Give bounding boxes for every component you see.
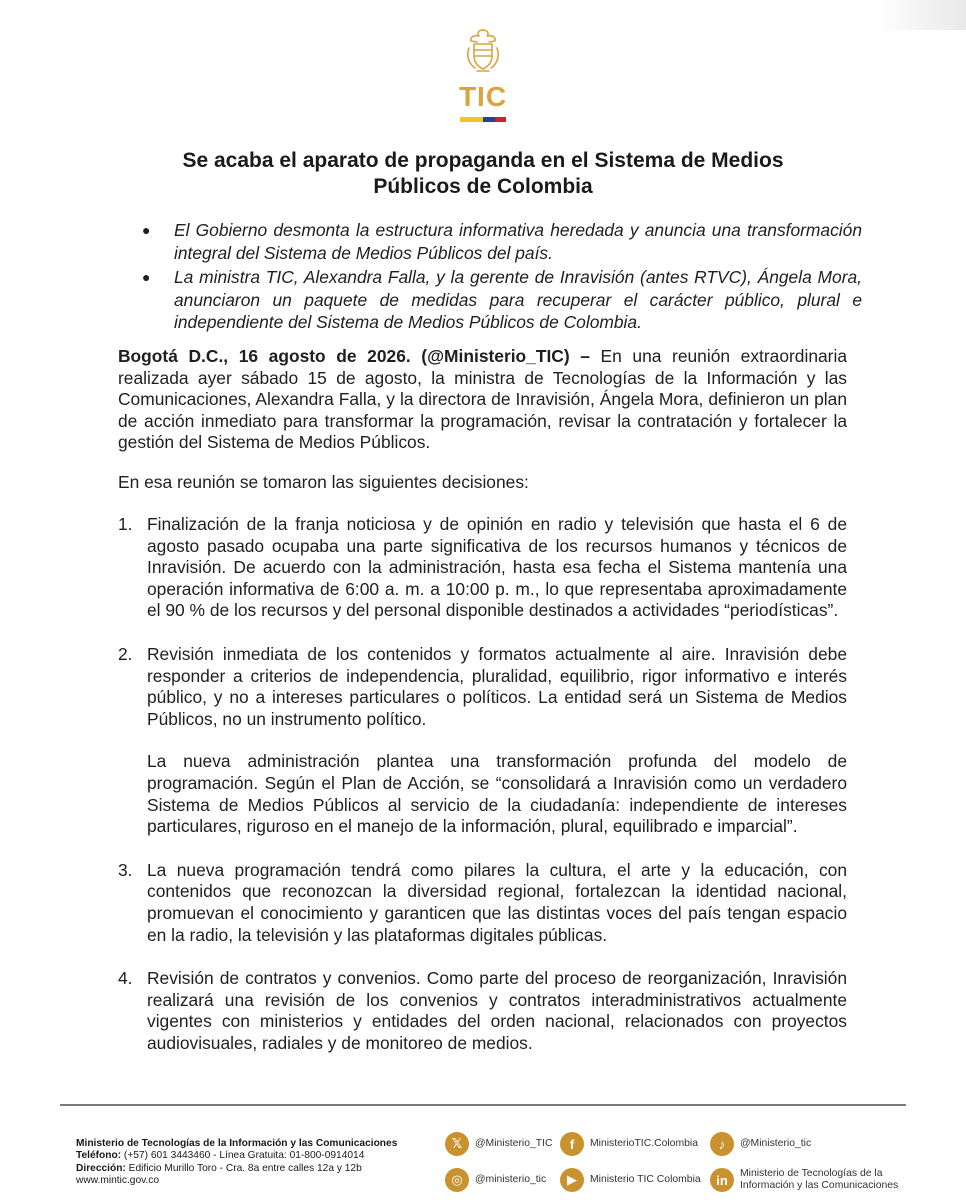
intro-paragraph: En esa reunión se tomaron las siguientes decisiones: <box>118 472 529 492</box>
list-item <box>118 644 847 838</box>
footer-org: Ministerio de Tecnologías de la Información y las Comunicaciones <box>76 1138 398 1149</box>
item-paragraph: La nueva administración plantea una transformación profunda del modelo de programación. Según el Plan de Acción, se “consolidará a Inravisión como un verdadero Sistema de Medios Públicos al servicio de la ciudadanía: independiente de intereses particulares, riguroso en el manejo de la información, plural, equilibrado e imparcial”. <box>147 751 847 837</box>
item-paragraph: Finalización de la franja noticiosa y de opinión en radio y televisión que hasta el 6 de agosto pasado ocupaba una parte significativa de los recursos humanos y técnicos de Inravisión. De acuerdo con la administración, hasta esa fecha el Sistema mantenía una operación informativa de 6:00 a. m. a 10:00 p. m., lo que representaba aproximadamente el 90 % de los recursos y del personal disponible destinados a actividades “periodísticas”. <box>147 514 847 621</box>
linkedin-icon: in <box>710 1168 734 1192</box>
footer-divider <box>60 1104 906 1106</box>
list-item <box>118 514 847 622</box>
social-link-linkedin[interactable]: in Ministerio de Tecnologías de la Información y las Comunicaciones <box>710 1166 898 1194</box>
footer-phone: (+57) 601 3443460 - Línea Gratuita: 01-800-0914014 <box>121 1150 365 1162</box>
lead-text: En una reunión extraordinaria realizada ayer sábado 15 de agosto, la ministra de Tecnologías de la Información y las Comunicaciones, Alexandra Falla, y la directora de Inravisión, Ángela Mora, definieron un plan de acción inmediato para transformar la programación, revisar la contratación y fortalecer la gestión del Sistema de Medios Públicos. <box>118 346 847 452</box>
item-paragraph: Revisión de contratos y convenios. Como parte del proceso de reorganización, Inravisión realizará una revisión de los convenios y contratos interadministrativos actualmente vigentes con ministerios y entidades del orden nacional, relacionados con proyectos audiovisuales, radiales y de monitoreo de medios. <box>147 968 847 1053</box>
social-column-3 <box>710 1130 898 1202</box>
social-link-youtube[interactable]: ▶ Ministerio TIC Colombia <box>560 1166 701 1194</box>
item-number: 1. <box>118 514 133 534</box>
social-link-x[interactable]: 𝕏 @Ministerio_TIC <box>445 1130 553 1158</box>
decisions-list <box>118 514 847 1076</box>
page-title <box>100 148 866 200</box>
title-line-1: Se acaba el aparato de propaganda en el Sistema de Medios <box>182 149 784 172</box>
item-number: 3. <box>118 859 133 880</box>
instagram-icon: ◎ <box>445 1168 469 1192</box>
title-line-2: Públicos de Colombia <box>373 175 593 198</box>
dateline: Bogotá D.C., 16 agosto de 2026. (@Ministerio_TIC) – <box>118 346 590 366</box>
bullet-icon: ● <box>142 269 151 285</box>
social-column-1 <box>445 1130 553 1202</box>
bullet-icon: ● <box>142 222 151 238</box>
tiktok-icon: ♪ <box>710 1132 734 1156</box>
list-item <box>118 968 847 1054</box>
logo-text: TIC <box>458 81 508 112</box>
x-icon: 𝕏 <box>445 1132 469 1156</box>
coat-of-arms-icon <box>459 26 507 76</box>
facebook-icon: f <box>560 1132 584 1156</box>
bullet-item: ● El Gobierno desmonta la estructura informativa heredada y anuncia una transformación integral del Sistema de Medios Públicos del país. <box>142 220 862 263</box>
social-link-tiktok[interactable]: ♪ @Ministerio_tic <box>710 1130 898 1158</box>
item-number: 4. <box>118 968 133 989</box>
social-link-facebook[interactable]: f MinisterioTIC.Colombia <box>560 1130 701 1158</box>
list-item <box>118 860 847 946</box>
bullet-item: ● La ministra TIC, Alexandra Falla, y la gerente de Inravisión (antes RTVC), Ángela Mora, anunciaron un paquete de medidas para recuperar el carácter público, plural e independiente del Sistema de Medios Públicos de Colombia. <box>142 267 862 332</box>
footer-website[interactable]: www.mintic.gov.co <box>76 1174 160 1186</box>
social-column-2 <box>560 1130 701 1202</box>
item-paragraph: Revisión inmediata de los contenidos y formatos actualmente al aire. Inravisión debe responder a criterios de independencia, pluralidad, equilibrio, rigor informativo e interés público, y no a intereses particulares o políticos. La entidad será un Sistema de Medios Públicos, no un instrumento político. <box>147 643 847 729</box>
footer-contact: Ministerio de Tecnologías de la Información y las Comunicaciones Teléfono: (+57) 601 3443460 - Línea Gratuita: 01-800-0914014 Dirección: Edificio Murillo Toro - Cra. 8a entre calles 12a y 12b www.mintic.gov.co <box>76 1138 398 1186</box>
social-link-instagram[interactable]: ◎ @ministerio_tic <box>445 1166 553 1194</box>
footer-address: Edificio Murillo Toro - Cra. 8a entre calles 12a y 12b <box>125 1162 362 1174</box>
item-paragraph: La nueva programación tendrá como pilares la cultura, el arte y la educación, con contenidos que reconozcan la diversidad regional, fortalezcan la identidad nacional, promuevan el conocimiento y garanticen que las distintas voces del país tengan espacio en la radio, la televisión y las plataformas digitales públicas. <box>147 859 847 945</box>
lead-paragraph <box>118 346 847 454</box>
youtube-icon: ▶ <box>560 1168 584 1192</box>
tic-logo <box>0 26 966 135</box>
summary-bullets <box>142 219 862 336</box>
colombia-flag-stripe <box>460 117 506 122</box>
item-number: 2. <box>118 643 133 664</box>
